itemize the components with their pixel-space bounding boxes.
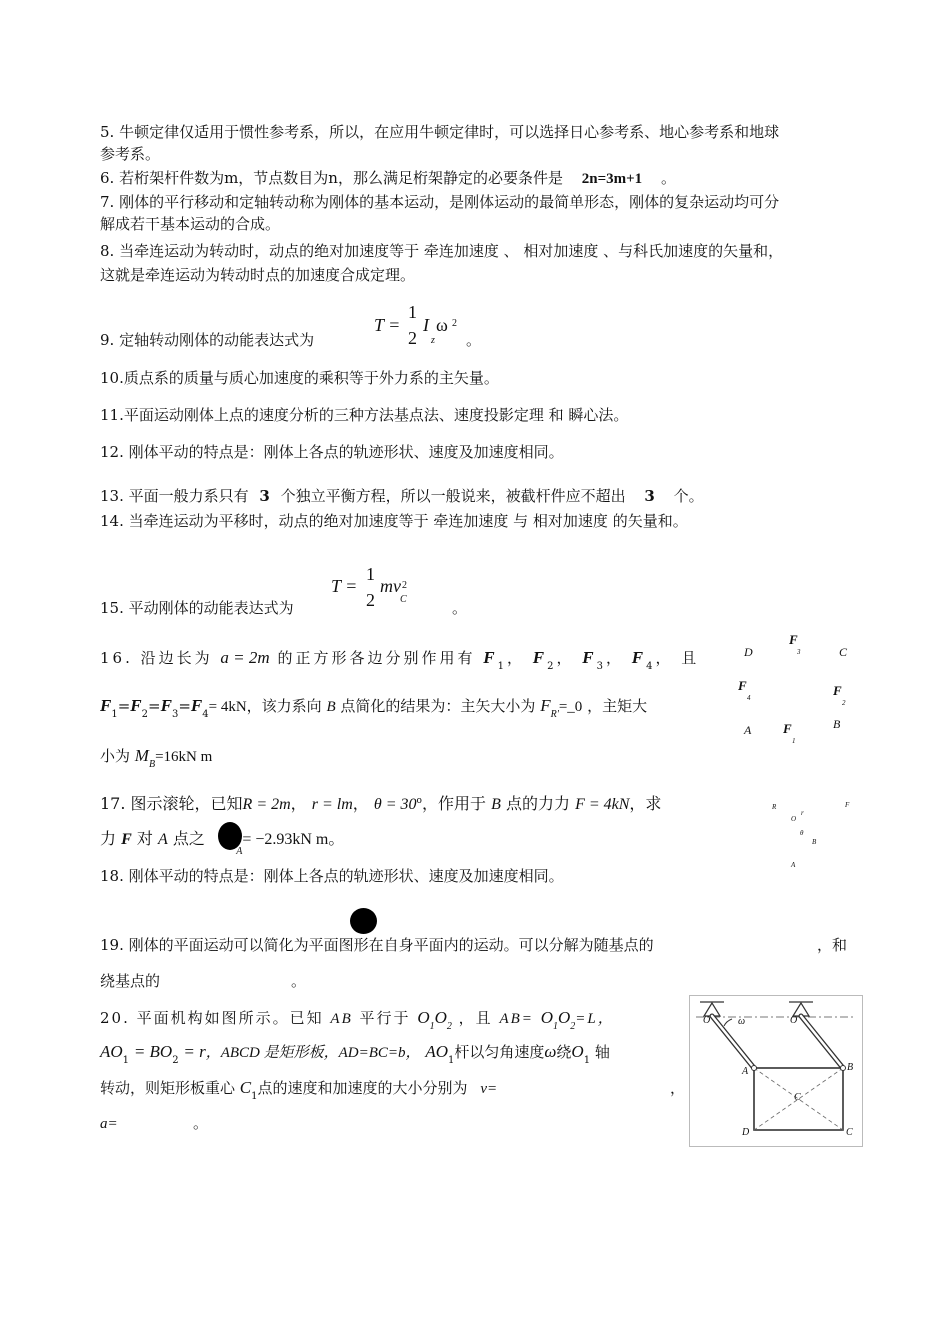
q16-line2: $F_1=F_2=F_3=F_4= 4kN$，该力系向 B 点简化的结果为：主矢大小为 $F_{R'}=\_0$ ，主矩大 (100, 696, 648, 720)
q20-eq1b: =L， (575, 1011, 615, 1027)
q17-r-small: r = lm (311, 796, 353, 813)
q20-oo2: $O_1O_2$ (540, 1008, 576, 1032)
q20-comma: ， (670, 1079, 686, 1097)
q9-exp: 2 (452, 318, 457, 329)
fig17-th: θ (800, 829, 804, 837)
q16-text-f: ，主矩大 (587, 697, 648, 715)
fig17-a: A (791, 861, 796, 869)
q11: 11.平面运动刚体上点的速度分析的三种方法基点法、速度投影定理 和 瞬心法。 (100, 406, 629, 424)
q20-line3 (100, 1078, 497, 1101)
q16-fr-val: =_0 (558, 699, 583, 715)
q16-eq-f3: F (160, 696, 172, 715)
q15-den: 2 (366, 590, 375, 610)
q16-sep2: ， (556, 649, 575, 667)
q16-s2: 2 (547, 661, 557, 672)
q16-text-e: 点简化的结果为：主矢大小为 (340, 697, 536, 715)
q16-eq-s1: 1 (111, 709, 118, 720)
redaction-blob-2 (350, 908, 377, 934)
q7-line2: 解成若干基本运动的合成。 (100, 215, 281, 233)
q17-line1: 17. 图示滚轮，已知R = 2m， r = lm， $\theta = 30^o$，作用于 B 点的力力 F = 4kN，求 (100, 794, 662, 813)
q9-num: 1 (408, 302, 417, 322)
q7-line1: 7. 刚体的平行移动和定轴转动称为刚体的基本运动，是刚体运动的最简单形态，刚体的复杂运动均可分 (100, 193, 780, 211)
q13-pre: 13. 平面一般力系只有 (100, 487, 249, 505)
fig20-omega: ω (738, 1016, 746, 1027)
q20-ao2: AO (425, 1042, 448, 1061)
q16-eq-f2: F (130, 696, 142, 715)
q15-num: 1 (366, 564, 375, 584)
q16-text-c: 且 (681, 649, 700, 667)
fig20-a: A (742, 1066, 749, 1077)
q17-text-g: 点之 (172, 829, 205, 848)
q16-sep4: ， (655, 649, 674, 667)
q20-bo: = BO (133, 1042, 173, 1061)
fig20-b: B (847, 1062, 854, 1073)
q17-text-f: 对 (136, 829, 153, 848)
q20-line1 (100, 1008, 615, 1031)
q9-omega: ω (436, 315, 448, 335)
q16-eq-f4: F (190, 696, 203, 715)
q16-sep3: ， (605, 649, 624, 667)
q20-text-e: 杆以匀角速度 (454, 1043, 545, 1061)
q17-deg: o (416, 796, 422, 806)
q20-text-g: 轴 (594, 1043, 610, 1061)
q16-s4: 4 (646, 661, 656, 672)
fig17-o: O (791, 815, 797, 823)
q15-lhs: T = (331, 576, 358, 596)
fig20-c: C (846, 1127, 853, 1138)
q15-sub: C (400, 594, 407, 605)
q17-end: 。 (328, 829, 345, 848)
q13-post: 个。 (673, 487, 704, 505)
q16-line3 (100, 746, 212, 769)
q16-s1: 1 (497, 661, 507, 672)
q16-b: B (326, 699, 336, 715)
q20-ao2-sub: 1 (448, 1055, 455, 1066)
fig16-c: C (839, 645, 848, 659)
fig17-r: R (772, 803, 777, 811)
q20-text-h: 转动，则矩形板重心 (100, 1079, 236, 1097)
q17-m-val: = −2.93kN m (242, 831, 329, 848)
q16-m-val: =16kN m (155, 749, 213, 765)
q6 (100, 168, 676, 189)
q17-text-d: ，求 (629, 794, 662, 813)
q10: 10.质点系的质量与质心加速度的乘积等于外力系的主矢量。 (100, 369, 499, 387)
q8-line1: 8. 当牵连运动为转动时，动点的绝对加速度等于 牵连加速度 、 相对加速度 、与科氏加速度的矢量和， (100, 242, 784, 260)
q8-line2: 这就是牵连运动为转动时点的加速度合成定理。 (100, 266, 416, 284)
q17-f: F = 4kN (575, 796, 630, 813)
fig16-f1: F (783, 721, 792, 736)
q16-m-sub: B (148, 759, 156, 770)
q16-eq-f1: F (100, 696, 112, 715)
q17-b: B (491, 796, 501, 813)
mechanism-drawing (690, 996, 862, 1146)
fig16-a: A (744, 723, 752, 737)
q16-text-g: 小为 (100, 747, 131, 765)
fig16-f3: F (789, 632, 798, 647)
q6-text: 6. 若桁架杆件数为m，节点数目为n，那么满足桁架静定的必要条件是 (100, 169, 563, 187)
q20-text-a: 20. 平面机构如图所示。已知 (100, 1009, 324, 1027)
q20-bo-sub: 2 (172, 1055, 179, 1066)
q17-theta: θ = 30 (373, 796, 417, 813)
q16-eq-s2: 2 (141, 709, 149, 720)
q20-o1: O (571, 1042, 584, 1061)
q16-eq-tail: = 4kN (208, 699, 247, 715)
q20-figure (689, 995, 863, 1147)
q9-den: 2 (408, 328, 417, 348)
q19-line2-end: 。 (291, 972, 307, 990)
q20-r: = r (183, 1042, 206, 1061)
fig16-d: D (744, 645, 753, 659)
q16-line1 (100, 648, 699, 671)
q20-ao: AO (100, 1042, 123, 1061)
fig17-rr: r (801, 809, 804, 817)
q20-text-d: ，ABCD 是矩形板，AD=BC=b， (205, 1045, 421, 1061)
q20-text-b: 平行于 (359, 1009, 411, 1027)
q16-s3: 3 (596, 661, 606, 672)
q20-end: 。 (193, 1114, 209, 1132)
q13-n2: 3 (644, 487, 655, 505)
fig17-b: B (812, 838, 817, 846)
q19-line2: 绕基点的 (100, 972, 161, 990)
fig16-f2: F (833, 683, 842, 698)
fig16-n4: 4 (747, 694, 751, 702)
fig16-n3: 3 (797, 648, 801, 656)
q17-f-bold: F (121, 831, 132, 848)
q16-sep1: ， (506, 649, 525, 667)
q17-m-sub: A (236, 846, 243, 857)
q9-text: 9. 定轴转动刚体的动能表达式为 (100, 331, 315, 349)
fig20-o2: O (790, 1015, 798, 1026)
q20-a: a= (100, 1116, 118, 1132)
fig17-f: F (845, 801, 850, 809)
fig16-n1: 1 (792, 737, 796, 745)
q16-text-a: 16. 沿边长为 (100, 649, 213, 667)
q16-f1: F (483, 648, 498, 667)
q17-a: A (157, 831, 168, 848)
q17-text-a: 17. 图示滚轮，已知 (100, 794, 243, 813)
q17-text-c: 点的力力 (505, 794, 570, 813)
q15-exp: 2 (402, 580, 407, 591)
q20-line2 (100, 1042, 610, 1065)
q20-text-f: 绕 (556, 1043, 572, 1061)
q9-sub: z (431, 335, 435, 346)
q20-text-c: ，且 (458, 1009, 493, 1027)
q13-mid: 个独立平衡方程，所以一般说来，被截杆件应不超出 (280, 487, 626, 505)
q12: 12. 刚体平动的特点是：刚体上各点的轨迹形状、速度及加速度相同。 (100, 443, 564, 461)
q20-ab: AB (330, 1011, 353, 1027)
fig20-d: D (742, 1127, 750, 1138)
q5-line1: 5. 牛顿定律仅适用于惯性参考系，所以，在应用牛顿定律时，可以选择日心参考系、地心参考系和地球 (100, 123, 780, 141)
q20-ao-sub: 1 (122, 1055, 130, 1066)
q16-m: M (134, 746, 149, 765)
fig20-o1: O (703, 1015, 711, 1026)
q9-end: 。 (466, 331, 482, 349)
q16-eq-s4: 4 (202, 709, 209, 720)
q20-c1: C (239, 1078, 252, 1097)
q9-var: I (423, 315, 429, 335)
redaction-blob-1 (218, 822, 242, 850)
q20-c1-sub: 1 (251, 1091, 258, 1102)
q15-end: 。 (452, 599, 468, 617)
fig20-c1: C (794, 1092, 801, 1103)
q20-eq1: AB= (499, 1011, 534, 1027)
q13-n1: 3 (259, 487, 270, 505)
q19-line1-end: ，和 (817, 936, 848, 954)
q16-text-b: 的正方形各边分别作用有 (277, 649, 476, 667)
q20-v: v= (480, 1081, 498, 1097)
q14: 14. 当牵连运动为平移时，动点的绝对加速度等于 牵连加速度 与 相对加速度 的矢量和。 (100, 512, 688, 530)
q17-text-e: 力 (100, 829, 117, 848)
fig16-b: B (833, 717, 841, 731)
q20-oo: $O_1O_2$ (417, 1008, 452, 1032)
q5-line2: 参考系。 (100, 145, 161, 163)
q16-fr-sub: R' (550, 709, 559, 720)
q20-omega: ω (544, 1042, 557, 1061)
q20-text-i: 点的速度和加速度的大小分别为 (257, 1079, 468, 1097)
q16-f4: F (631, 648, 647, 667)
q16-text-d: ，该力系向 (246, 697, 322, 715)
q15-text: 15. 平动刚体的动能表达式为 (100, 599, 294, 617)
q6-answer: 2n=3m+1 (581, 171, 643, 187)
q16-f3: F (582, 648, 597, 667)
q20-o1-sub: 1 (583, 1055, 591, 1066)
q16-a-eq: a = 2m (220, 648, 270, 667)
q13 (100, 486, 704, 506)
q16-f2: F (532, 648, 548, 667)
q16-eq-s3: 3 (171, 709, 179, 720)
q15-var: mv (380, 576, 401, 596)
q16-fr: F (540, 696, 551, 715)
fig16-n2: 2 (842, 699, 846, 707)
q18: 18. 刚体平动的特点是：刚体上各点的轨迹形状、速度及加速度相同。 (100, 867, 564, 885)
q20-line4 (100, 1113, 118, 1134)
q17-text-b: ，作用于 (421, 794, 486, 813)
q19-line1: 19. 刚体的平面运动可以简化为平面图形在自身平面内的运动。可以分解为随基点的 (100, 936, 654, 954)
q9-lhs: T = (374, 315, 401, 335)
q17-r-big: R = 2m (242, 796, 291, 813)
fig16-f4: F (738, 678, 747, 693)
q6-end: 。 (660, 169, 676, 187)
